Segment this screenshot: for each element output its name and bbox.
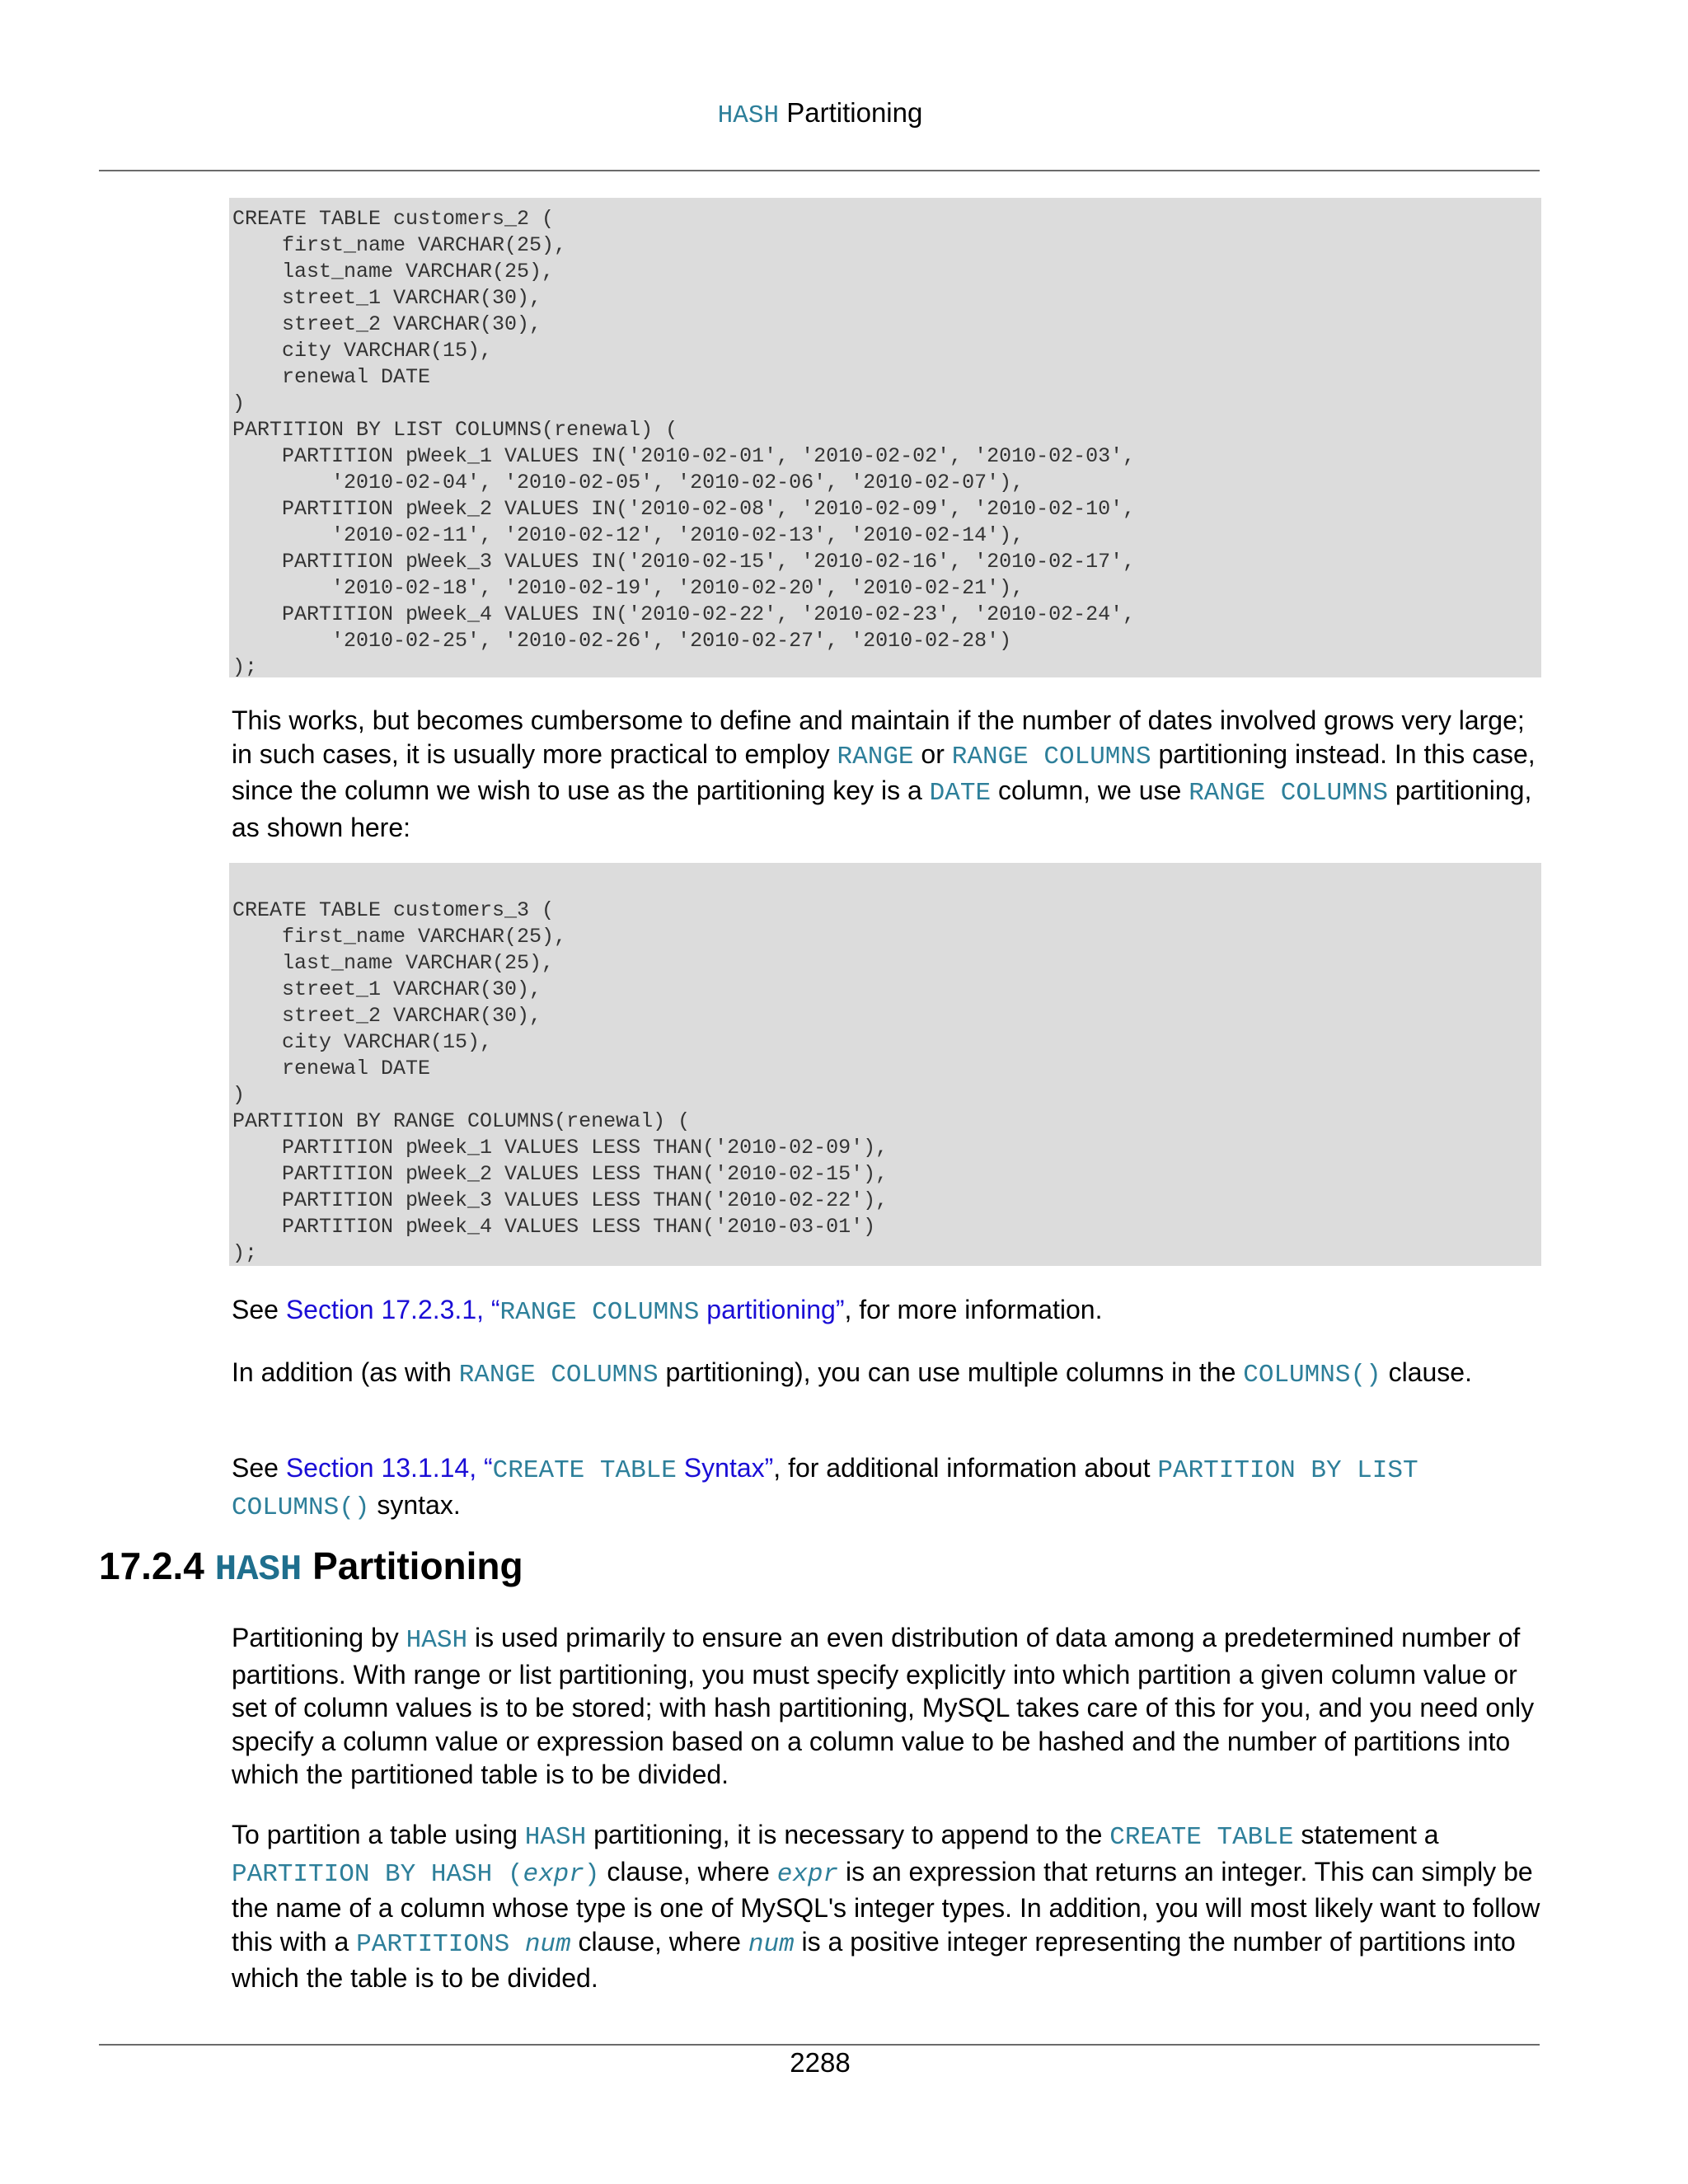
inline-code: RANGE COLUMNS	[951, 742, 1151, 771]
paragraph-hash-syntax: To partition a table using HASH partitioning, it is necessary to append to the CREATE TABLE statement a PARTITION BY HASH (expr) clause, where expr is an expression that returns an integer. This can simply be the name of a column whose type is one of MySQL's integer types. In addition, you will most likely want to follow this with a PARTITIONS num clause, where num is a positive integer representing the number of partitions into which the table is to be divided.	[232, 1820, 1540, 1993]
inline-code: RANGE	[837, 742, 914, 771]
link-section-13-1-14[interactable]: Section 13.1.14, “CREATE TABLE Syntax”	[285, 1453, 774, 1485]
footer-rule	[99, 2044, 1540, 2046]
inline-code: DATE	[929, 779, 992, 808]
paragraph-see-range-columns: See Section 17.2.3.1, “RANGE COLUMNS partitioning”, for more information.	[232, 1295, 1103, 1327]
paragraph-range-columns-intro: This works, but becomes cumbersome to define and maintain if the number of dates involved grows very large; in such cases, it is usually more practical to employ RANGE or RANGE COLUMNS partitioning instead. In this case, since the column we wish to use as the partitioning key is a DATE column, we use RANGE COLUMNS partitioning, as shown here:	[232, 705, 1536, 842]
running-header	[0, 97, 1640, 130]
section-heading-hash-partitioning: 17.2.4 HASH Partitioning	[99, 1544, 523, 1591]
page-number: 2288	[790, 2047, 851, 2078]
header-rule	[99, 170, 1540, 171]
inline-code: num	[748, 1929, 795, 1959]
inline-code: PARTITION BY HASH (	[232, 1859, 523, 1889]
paragraph-multiple-columns: In addition (as with RANGE COLUMNS partitioning), you can use multiple columns in the COLUMNS() clause.	[232, 1357, 1472, 1390]
inline-code: CREATE TABLE	[1109, 1823, 1294, 1852]
paragraph-see-create-table: See Section 13.1.14, “CREATE TABLE Syntax”, for additional information about PARTITION BY LIST COLUMNS() syntax.	[232, 1453, 1418, 1522]
inline-code: HASH	[524, 1823, 587, 1852]
inline-code: COLUMNS()	[1243, 1361, 1381, 1390]
inline-code: PARTITIONS	[356, 1929, 525, 1959]
inline-code: PARTITION BY LIST COLUMNS()	[232, 1456, 1418, 1522]
inline-code: HASH	[406, 1626, 468, 1655]
code-block-customers-2: CREATE TABLE customers_2 ( first_name VARCHAR(25), last_name VARCHAR(25), street_1 VARCHAR(30), street_2 VARCHAR(30), city VARCHAR(15), renewal DATE ) PARTITION BY LIST COLUMNS(renewal) ( PARTITION pWeek_1 VALUES IN('2010-02-01', '2010-02-02', '2010-02-03', '2010-02-04', '2010-02-05', '2010-02-06', '2010-02-07'), PARTITION pWeek_2 VALUES IN('2010-02-08', '2010-02-09', '2010-02-10', '2010-02-11', '2010-02-12', '2010-02-13', '2010-02-14'), PARTITION pWeek_3 VALUES IN('2010-02-15', '2010-02-16', '2010-02-17', '2010-02-18', '2010-02-19', '2010-02-20', '2010-02-21'), PARTITION pWeek_4 VALUES IN('2010-02-22', '2010-02-23', '2010-02-24', '2010-02-25', '2010-02-26', '2010-02-27', '2010-02-28') );	[229, 198, 1541, 677]
paragraph-hash-purpose: Partitioning by HASH is used primarily to ensure an even distribution of data among a predetermined number of partitions. With range or list partitioning, you must specify explicitly into which partition a given column value or set of column values is to be stored; with hash partitioning, MySQL takes care of this for you, and you need only specify a column value or expression based on a column value to be hashed and the number of partitions into which the partitioned table is to be divided.	[232, 1623, 1535, 1789]
header-code: HASH	[717, 101, 780, 130]
link-section-17-2-3-1[interactable]: Section 17.2.3.1, “RANGE COLUMNS partitioning”	[285, 1295, 845, 1327]
inline-code: expr	[776, 1859, 839, 1889]
inline-code: RANGE COLUMNS	[458, 1361, 659, 1390]
code-block-customers-3: CREATE TABLE customers_3 ( first_name VARCHAR(25), last_name VARCHAR(25), street_1 VARCHAR(30), street_2 VARCHAR(30), city VARCHAR(15), renewal DATE ) PARTITION BY RANGE COLUMNS(renewal) ( PARTITION pWeek_1 VALUES LESS THAN('2010-02-09'), PARTITION pWeek_2 VALUES LESS THAN('2010-02-15'), PARTITION pWeek_3 VALUES LESS THAN('2010-02-22'), PARTITION pWeek_4 VALUES LESS THAN('2010-03-01') );	[229, 863, 1541, 1266]
header-text: Partitioning	[779, 97, 923, 128]
inline-code: RANGE COLUMNS	[1189, 779, 1389, 808]
